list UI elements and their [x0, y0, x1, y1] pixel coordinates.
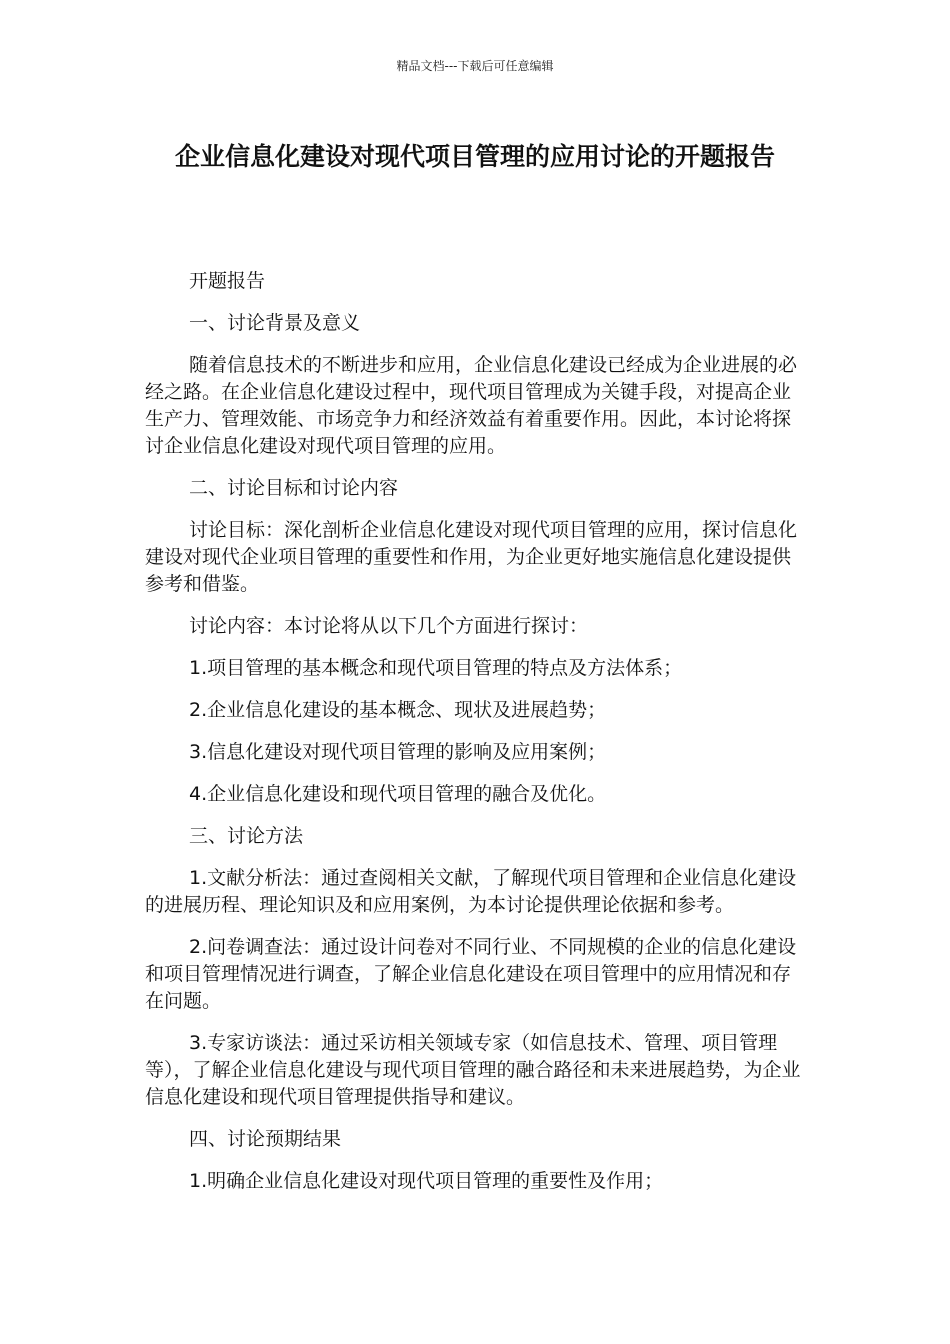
paragraph-content-intro: 讨论内容：本讨论将从以下几个方面进行探讨： [189, 615, 589, 637]
section-heading-results: 四、讨论预期结果 [189, 1128, 342, 1150]
paragraph-background: 随着信息技术的不断进步和应用，企业信息化建设已经成为企业进展的必经之路。在企业信息化建设过程中，现代项目管理成为关键手段，对提高企业生产力、管理效能、市场竞争力和经济效益有着重要作用。因此，本讨论将探讨企业信息化建设对现代项目管理的应用。 [145, 354, 798, 457]
section-heading-background: 一、讨论背景及意义 [189, 312, 361, 334]
content-item-2: 2.企业信息化建设的基本概念、现状及进展趋势； [189, 699, 607, 721]
section-heading-methods: 三、讨论方法 [189, 825, 304, 847]
method-survey: 2.问卷调查法：通过设计问卷对不同行业、不同规模的企业的信息化建设和项目管理情况进行调查，了解企业信息化建设在项目管理中的应用情况和存在问题。 [145, 936, 797, 1012]
content-item-3: 3.信息化建设对现代项目管理的影响及应用案例； [189, 741, 607, 763]
header-note: 精品文档---下载后可任意编辑 [396, 59, 554, 73]
section-heading-goals: 二、讨论目标和讨论内容 [189, 477, 399, 499]
section-label-report: 开题报告 [189, 270, 266, 292]
document-body [145, 268, 805, 1210]
method-literature: 1.文献分析法：通过查阅相关文献，了解现代项目管理和企业信息化建设的进展历程、理论知识及和应用案例，为本讨论提供理论依据和参考。 [145, 867, 797, 916]
document-title: 企业信息化建设对现代项目管理的应用讨论的开题报告 [174, 142, 775, 171]
method-interview: 3.专家访谈法：通过采访相关领域专家（如信息技术、管理、项目管理等），了解企业信息化建设与现代项目管理的融合路径和未来进展趋势，为企业信息化建设和现代项目管理提供指导和建议。 [145, 1032, 801, 1108]
content-item-4: 4.企业信息化建设和现代项目管理的融合及优化。 [189, 783, 607, 805]
result-item-1: 1.明确企业信息化建设对现代项目管理的重要性及作用； [189, 1170, 664, 1192]
paragraph-goal: 讨论目标：深化剖析企业信息化建设对现代项目管理的应用，探讨信息化建设对现代企业项目管理的重要性和作用，为企业更好地实施信息化建设提供参考和借鉴。 [145, 519, 798, 595]
content-item-1: 1.项目管理的基本概念和现代项目管理的特点及方法体系； [189, 657, 683, 679]
